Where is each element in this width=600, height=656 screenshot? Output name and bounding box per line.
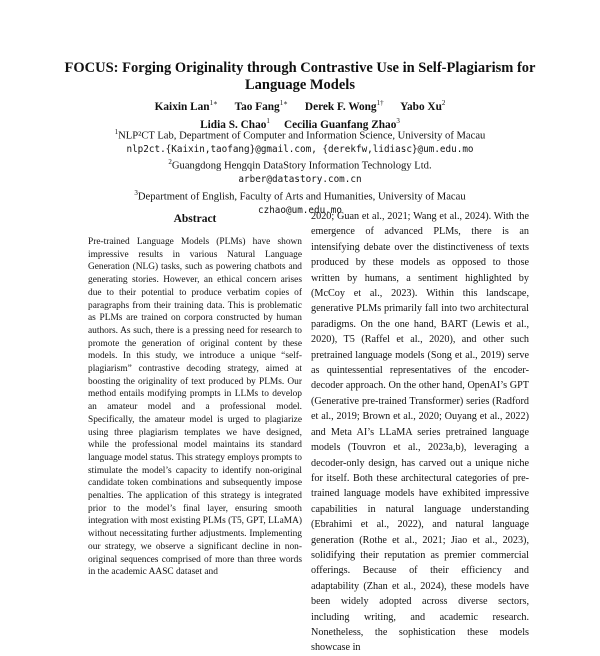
author-mark: 1∗	[279, 99, 288, 107]
author-name: Lidia S. Chao	[200, 118, 267, 131]
affiliation-mark: 1	[114, 128, 119, 136]
affiliation-2	[30, 156, 570, 173]
left-column	[88, 212, 302, 579]
affiliations	[30, 126, 570, 217]
affiliation-text: Department of English, Faculty of Arts and Humanities, University of Macau	[137, 191, 466, 203]
affiliation-1	[30, 126, 570, 143]
author-name: Derek F. Wong	[304, 100, 377, 113]
affiliation-email: czhao@um.edu.mo	[258, 204, 342, 216]
author-mark: 1∗	[209, 99, 218, 107]
affiliation-text: Guangdong Hengqin DataStory Information Technology Ltd.	[171, 160, 432, 172]
introduction-text: 2020; Guan et al., 2021; Wang et al., 2024). With the emergence of advanced PLMs, there is an intensifying debate over the distinctiveness of texts produced by these models as opposed to those written by humans, a sentiment highlighted by (McCoy et al., 2023). Within this landscape, generative PLMs primarily fall into two architectural paradigms. On the one hand, BART (Lewis et al., 2020), T5 (Raffel et al., 2020), and other such pretrained language models (Song et al., 2019) serve as quintessential representatives of the encoder-decoder approach. On the other hand, OpenAI’s GPT (Generative pre-trained Transformer) series (Radford et al., 2019; Brown et al., 2020; Ouyang et al., 2022) and Meta AI’s LLaMA series pretrained language models (Touvron et al., 2023a,b), leveraging a decoder-only design, has carved out a unique niche for itself. Both these architectural categories of pre-trained language models have exhibited impressive capabilities in natural language understanding (Ebrahimi et al., 2022), and natural language generation (Rothe et al., 2021; Jiao et al., 2023), solidifying their reputation as premier commercial offerings. Because of their efficiency and adaptability (Zhan et al., 2024), these models have been widely adopted across diverse sectors, including writing, and academic research. Nonetheless, the sophistication these models showcase in	[311, 211, 529, 654]
author-mark: 3	[396, 116, 400, 125]
author-mark: 2	[441, 99, 446, 107]
author-mark: 1	[266, 116, 270, 125]
affiliation-3	[30, 187, 570, 204]
abstract-heading: Abstract	[173, 213, 217, 225]
affiliation-email: nlp2ct.{Kaixin,taofang}@gmail.com, {derekfw,lidiasc}@um.edu.mo	[126, 143, 474, 155]
author-name: Cecilia Guanfang Zhao	[284, 118, 397, 131]
author-row-1	[40, 96, 560, 114]
affiliation-text: NLP²CT Lab, Department of Computer and Information Science, University of Macau	[118, 130, 486, 142]
abstract-text: Pre-trained Language Models (PLMs) have shown impressive results in various Natural Language Generation (NLG) tasks, such as powering chatbots and generating stories. However, an ethical concern arises due to their potential to produce verbatim copies of paragraphs from their training data. This is problematic as PLMs are trained on corpora constructed by human authors. As such, there is a pressing need for research to promote the generation of original content by these models. In this study, we introduce a unique “self-plagiarism” contrastive decoding strategy, aimed at boosting the originality of text produced by PLMs. Our method entails modifying prompts in LLMs to develop an amateur model and a professional model. Specifically, the amateur model is urged to plagiarize using three plagiarism templates we have designed, while the professional model maintains its standard language model status. This strategy employs prompts to stimulate the model’s capacity to identify non-original candidate token combinations and subsequently impose penalties. The application of this strategy is integrated prior to the model’s final layer, ensuring smooth integration with most existing PLMs (T5, GPT, LLaMA) without necessitating further adjustments. Implementing our strategy, we observe a significant decline in non-original sequences comprised of more than three words in the academic AASC dataset and	[88, 237, 302, 578]
paper-title: FOCUS: Forging Originality through Contrastive Use in Self-Plagiarism for Language Models	[64, 60, 536, 93]
author-name: Yabo Xu	[400, 100, 442, 113]
author-mark: 1†	[376, 99, 384, 107]
author-name: Kaixin Lan	[154, 100, 210, 113]
author-name: Tao Fang	[234, 100, 280, 113]
right-column	[311, 209, 529, 656]
affiliation-mark: 3	[134, 188, 138, 197]
affiliation-email: arber@datastory.com.cn	[238, 174, 362, 186]
affiliation-mark: 2	[168, 158, 172, 167]
